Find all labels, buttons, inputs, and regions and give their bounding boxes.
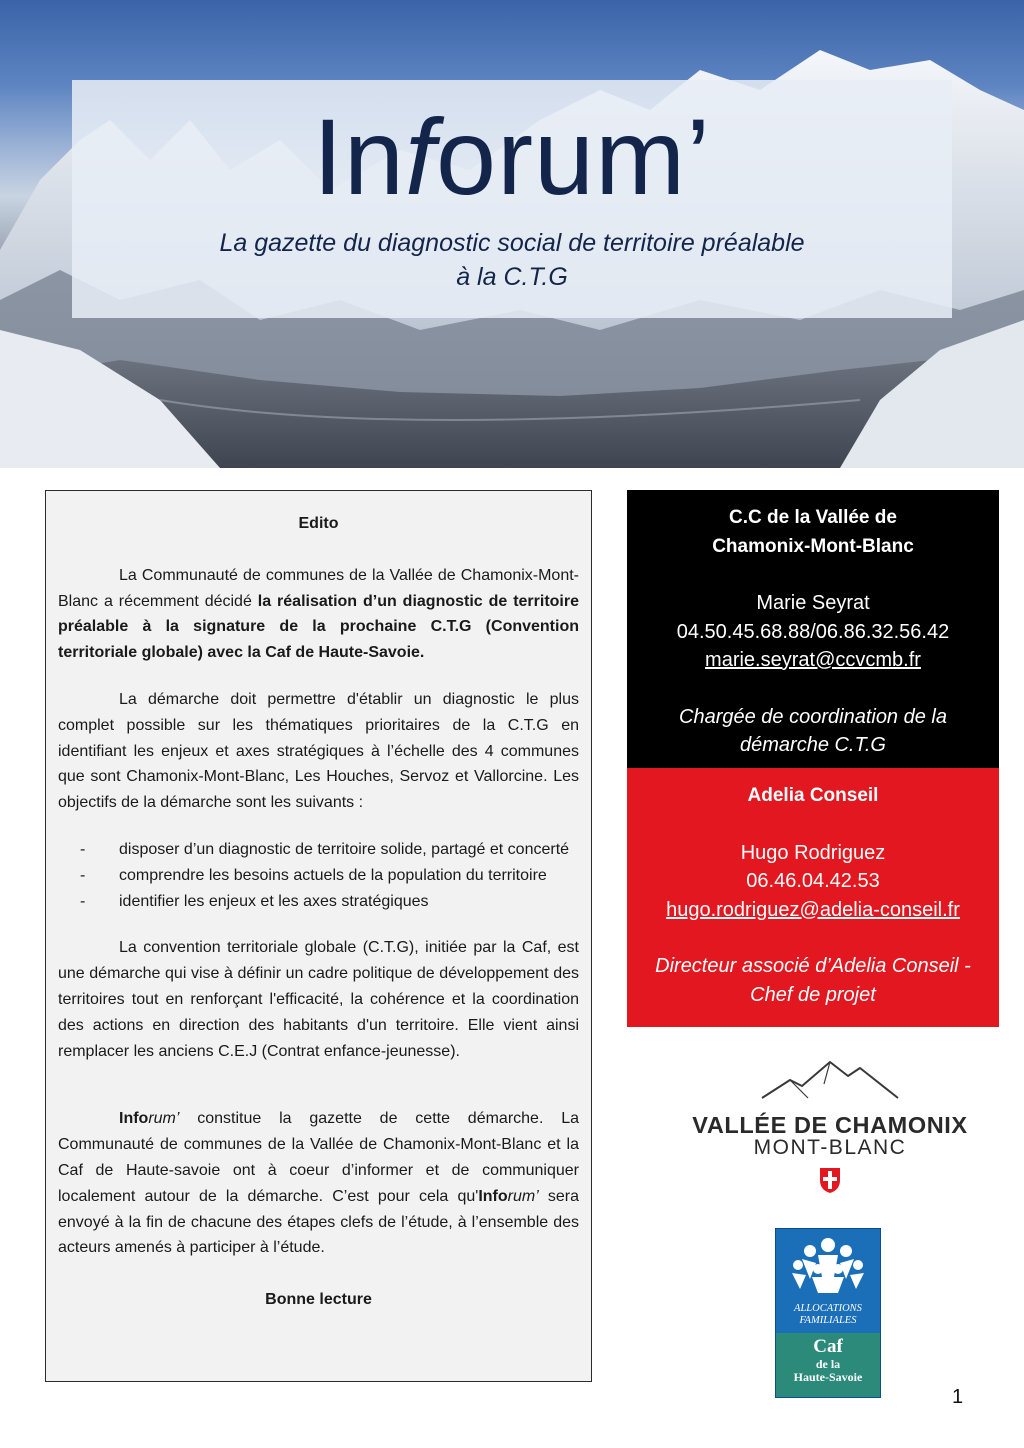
family-figures-icon	[788, 1235, 868, 1297]
contact-card-adelia	[627, 768, 999, 1027]
caf-region: Haute-Savoie	[793, 1370, 863, 1384]
edito-title: Edito	[298, 515, 339, 532]
vallee-logo-line1: VALLÉE DE CHAMONIX	[692, 1112, 968, 1138]
contact-phone: 04.50.45.68.88/06.86.32.56.42	[676, 620, 950, 643]
vallee-chamonix-logo	[690, 1058, 970, 1208]
title-box	[72, 80, 952, 318]
contact-role-line2: démarche C.T.G	[740, 734, 886, 756]
inline-brand-bold: Info	[119, 1110, 149, 1128]
edito-content	[58, 511, 579, 1313]
inline-brand-italic: rum’	[507, 1187, 539, 1205]
vallee-logo-line2: MONT-BLANC	[753, 1136, 907, 1159]
edito-p1-text: La Communauté de communes de la Vallée de Chamonix-Mont-Blanc a récemment décidé	[58, 566, 579, 610]
list-item-text: disposer d’un diagnostic de territoire solide, partagé et concerté	[119, 840, 570, 858]
bullet-dash: -	[80, 892, 86, 910]
contact-name: Marie Seyrat	[756, 592, 870, 614]
edito-p1-bold: la réalisation d’un diagnostic de territoire préalable à la signature de la prochaine C.T.G (Convention territoriale globale) avec la Caf de Haute-Savoie.	[58, 592, 580, 662]
bullet-dash: -	[80, 840, 86, 858]
edito-p4-text-b: sera envoyé à la fin de chacune des étapes clefs de l’étude, à l’ensemble des acteurs amenés à participer à l’étude.	[58, 1187, 580, 1257]
edito-paragraph-4	[58, 1106, 579, 1261]
list-item-text: comprendre les besoins actuels de la population du territoire	[119, 866, 547, 884]
edito-paragraph-3: La convention territoriale globale (C.T.G), initiée par la Caf, est une démarche qui vise à définir un cadre politique de développement des territoires tout en renforçant l'efficacité, la cohérence et la coordination des actions en direction des habitants d'un territoire. Elle vient ainsi remplacer les anciens C.E.J (Contrat enfance-jeunesse).	[58, 939, 579, 1060]
mountain-outline-icon	[760, 1058, 900, 1106]
list-item	[58, 863, 579, 889]
caf-line1: ALLOCATIONS	[794, 1303, 862, 1314]
contact-role-line1: Chargée de coordination de la	[679, 705, 947, 728]
contact-org-line1: C.C de la Vallée de	[729, 507, 897, 528]
brand-prefix: In	[312, 96, 405, 217]
inline-brand-bold: Info	[478, 1187, 508, 1205]
gazette-brand-title	[72, 92, 952, 222]
edito-closing: Bonne lecture	[265, 1291, 372, 1309]
brand-suffix: orum’	[436, 96, 712, 217]
caf-name: Caf	[813, 1336, 843, 1357]
gazette-subtitle	[72, 226, 952, 294]
edito-paragraph-1	[58, 563, 579, 666]
inline-brand-italic: rum’	[148, 1110, 180, 1128]
hero-banner	[0, 0, 1024, 468]
caf-haute-savoie-logo	[775, 1228, 881, 1398]
contact-email-link[interactable]: marie.seyrat@ccvcmb.fr	[705, 649, 921, 671]
contact-name: Hugo Rodriguez	[740, 841, 886, 864]
contact-role-line2: Chef de projet	[750, 983, 876, 1006]
list-item	[58, 837, 579, 863]
objectives-list	[58, 837, 579, 914]
contact-phone: 06.46.04.42.53	[746, 870, 880, 892]
contact-role-line1: Directeur associé d’Adelia Conseil -	[655, 955, 971, 977]
list-item-text: identifier les enjeux et les axes stratégiques	[119, 892, 429, 910]
edito-p4-text-a: constitue la gazette de cette démarche. La Communauté de communes de la Vallée de Chamonix-Mont-Blanc et la Caf de Haute-savoie ont à coeur d’informer et de communiquer localement autour de la démarche. C’est pour cela qu'	[58, 1110, 579, 1205]
bullet-dash: -	[80, 866, 86, 884]
caf-allocations-text	[776, 1299, 880, 1333]
caf-de-la: de la	[815, 1357, 841, 1371]
contact-org: Adelia Conseil	[747, 785, 879, 806]
edito-paragraph-2: La démarche doit permettre d'établir un diagnostic le plus complet possible sur les thématiques prioritaires de la C.T.G en identifiant les enjeux et axes stratégiques à l’échelle des 4 communes que sont Chamonix-Mont-Blanc, Les Houches, Servoz et Vallorcine. Les objectifs de la démarche sont les suivants :	[58, 690, 579, 812]
brand-italic: f	[405, 96, 437, 217]
list-item	[58, 889, 579, 915]
caf-line2: FAMILIALES	[799, 1315, 857, 1326]
edito-box	[45, 490, 592, 1382]
page-number: 1	[952, 1386, 964, 1408]
contact-org-line2: Chamonix-Mont-Blanc	[712, 535, 914, 557]
subtitle-line2: à la C.T.G	[456, 263, 568, 291]
caf-green-panel	[776, 1333, 880, 1398]
contact-card-ccvcmb	[627, 490, 999, 768]
savoie-cross-icon	[818, 1166, 842, 1194]
subtitle-line1: La gazette du diagnostic social de territoire préalable	[219, 229, 805, 257]
contact-email-link[interactable]: hugo.rodriguez@adelia-conseil.fr	[666, 898, 960, 921]
